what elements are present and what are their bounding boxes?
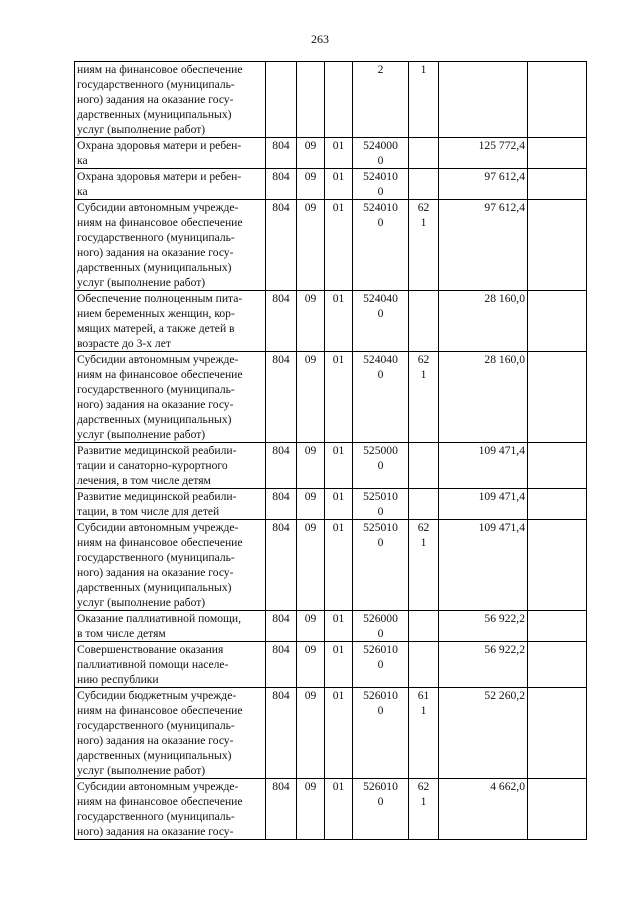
subsection-code-cell: 01 bbox=[325, 443, 353, 489]
subsection-code-cell: 01 bbox=[325, 352, 353, 443]
extra-column-cell bbox=[528, 62, 587, 138]
table-row bbox=[75, 62, 587, 138]
ministry-code-cell: 804 bbox=[266, 291, 297, 352]
extra-column-cell bbox=[528, 611, 587, 642]
target-article-line: 524040 bbox=[363, 353, 398, 366]
extra-column-cell bbox=[528, 200, 587, 291]
target-article-line: 526000 bbox=[363, 612, 398, 625]
target-article-line: 525010 bbox=[363, 521, 398, 534]
expense-kind-line: 62 bbox=[417, 521, 430, 534]
expense-name-cell bbox=[75, 200, 266, 291]
expense-kind-line: 62 bbox=[417, 201, 430, 214]
expense-name-line: услуг (выполнение работ) bbox=[77, 428, 206, 441]
page-number: 263 bbox=[311, 32, 329, 46]
extra-column-cell bbox=[528, 352, 587, 443]
extra-column-cell bbox=[528, 138, 587, 169]
amount-cell: 56 922,2 bbox=[439, 642, 528, 688]
subsection-code-cell: 01 bbox=[325, 138, 353, 169]
expense-kind-line: 1 bbox=[420, 368, 427, 381]
amount-cell: 28 160,0 bbox=[439, 352, 528, 443]
section-code-cell: 09 bbox=[297, 779, 325, 840]
expense-name-line: нию республики bbox=[77, 673, 159, 686]
target-article-line: 0 bbox=[377, 459, 384, 472]
expense-kind-cell bbox=[409, 62, 439, 138]
target-article-line: 524040 bbox=[363, 292, 398, 305]
expense-kind-cell bbox=[409, 611, 439, 642]
ministry-code-cell bbox=[266, 62, 297, 138]
expense-name-line: Обеспечение полноценным пита- bbox=[77, 292, 243, 305]
table-body bbox=[75, 62, 587, 840]
expense-kind-line: 1 bbox=[420, 216, 427, 229]
expense-name-line: ниям на финансовое обеспечение bbox=[77, 704, 243, 717]
ministry-code-cell: 804 bbox=[266, 169, 297, 200]
expense-kind-cell bbox=[409, 352, 439, 443]
expense-kind-cell bbox=[409, 138, 439, 169]
expense-name-line: Охрана здоровья матери и ребен- bbox=[77, 170, 242, 183]
section-code-cell: 09 bbox=[297, 138, 325, 169]
expense-kind-line: 1 bbox=[420, 795, 427, 808]
ministry-code-cell: 804 bbox=[266, 352, 297, 443]
target-article-cell bbox=[353, 200, 409, 291]
table-row bbox=[75, 489, 587, 520]
expense-name-line: Субсидии бюджетным учрежде- bbox=[77, 689, 237, 702]
expense-name-line: Субсидии автономным учрежде- bbox=[77, 780, 239, 793]
target-article-line: 526010 bbox=[363, 689, 398, 702]
ministry-code-cell: 804 bbox=[266, 200, 297, 291]
expense-kind-line: 1 bbox=[420, 536, 427, 549]
expense-name-line: дарственных (муниципальных) bbox=[77, 261, 232, 274]
table-row bbox=[75, 642, 587, 688]
extra-column-cell bbox=[528, 443, 587, 489]
target-article-cell bbox=[353, 520, 409, 611]
expense-name-line: государственного (муниципаль- bbox=[77, 719, 235, 732]
expense-name-cell bbox=[75, 352, 266, 443]
expense-name-cell bbox=[75, 779, 266, 840]
extra-column-cell bbox=[528, 489, 587, 520]
section-code-cell: 09 bbox=[297, 642, 325, 688]
amount-cell: 97 612,4 bbox=[439, 200, 528, 291]
amount-cell: 52 260,2 bbox=[439, 688, 528, 779]
subsection-code-cell: 01 bbox=[325, 489, 353, 520]
expense-kind-cell bbox=[409, 642, 439, 688]
target-article-cell bbox=[353, 642, 409, 688]
target-article-line: 525010 bbox=[363, 490, 398, 503]
extra-column-cell bbox=[528, 688, 587, 779]
expense-name-line: Субсидии автономным учрежде- bbox=[77, 521, 239, 534]
expense-name-line: дарственных (муниципальных) bbox=[77, 413, 232, 426]
target-article-line: 0 bbox=[377, 216, 384, 229]
ministry-code-cell: 804 bbox=[266, 688, 297, 779]
table-row bbox=[75, 611, 587, 642]
expense-name-line: ного) задания на оказание госу- bbox=[77, 734, 234, 747]
expense-name-line: ного) задания на оказание госу- bbox=[77, 398, 234, 411]
expense-kind-cell bbox=[409, 169, 439, 200]
expense-kind-cell bbox=[409, 443, 439, 489]
expense-name-cell bbox=[75, 138, 266, 169]
extra-column-cell bbox=[528, 520, 587, 611]
expense-name-line: государственного (муниципаль- bbox=[77, 383, 235, 396]
expense-name-cell bbox=[75, 642, 266, 688]
target-article-cell bbox=[353, 779, 409, 840]
expense-kind-cell bbox=[409, 688, 439, 779]
expense-name-line: дарственных (муниципальных) bbox=[77, 108, 232, 121]
expense-name-line: тации и санаторно-курортного bbox=[77, 459, 228, 472]
amount-cell: 109 471,4 bbox=[439, 520, 528, 611]
subsection-code-cell: 01 bbox=[325, 169, 353, 200]
ministry-code-cell: 804 bbox=[266, 779, 297, 840]
amount-cell: 56 922,2 bbox=[439, 611, 528, 642]
ministry-code-cell: 804 bbox=[266, 520, 297, 611]
expense-name-cell bbox=[75, 62, 266, 138]
expense-name-line: Совершенствование оказания bbox=[77, 643, 224, 656]
subsection-code-cell: 01 bbox=[325, 200, 353, 291]
section-code-cell: 09 bbox=[297, 291, 325, 352]
subsection-code-cell: 01 bbox=[325, 611, 353, 642]
extra-column-cell bbox=[528, 779, 587, 840]
expense-kind-line: 1 bbox=[420, 63, 427, 76]
table-row bbox=[75, 443, 587, 489]
expense-name-line: Развитие медицинской реабили- bbox=[77, 444, 237, 457]
expense-name-line: услуг (выполнение работ) bbox=[77, 596, 206, 609]
expense-name-line: ниям на финансовое обеспечение bbox=[77, 536, 243, 549]
table-row bbox=[75, 688, 587, 779]
expense-kind-cell bbox=[409, 779, 439, 840]
ministry-code-cell: 804 bbox=[266, 642, 297, 688]
expense-name-line: государственного (муниципаль- bbox=[77, 551, 235, 564]
expense-name-cell bbox=[75, 688, 266, 779]
target-article-line: 2 bbox=[377, 63, 384, 76]
expense-name-line: нием беременных женщин, кор- bbox=[77, 307, 235, 320]
expense-name-line: дарственных (муниципальных) bbox=[77, 581, 232, 594]
expense-kind-cell bbox=[409, 291, 439, 352]
ministry-code-cell: 804 bbox=[266, 489, 297, 520]
table-row bbox=[75, 169, 587, 200]
target-article-line: 0 bbox=[377, 627, 384, 640]
expense-kind-line: 62 bbox=[417, 353, 430, 366]
table-row bbox=[75, 352, 587, 443]
amount-cell: 97 612,4 bbox=[439, 169, 528, 200]
expense-name-line: услуг (выполнение работ) bbox=[77, 123, 206, 136]
expense-name-cell bbox=[75, 443, 266, 489]
amount-cell: 109 471,4 bbox=[439, 489, 528, 520]
target-article-line: 524010 bbox=[363, 201, 398, 214]
target-article-cell bbox=[353, 291, 409, 352]
section-code-cell: 09 bbox=[297, 169, 325, 200]
section-code-cell: 09 bbox=[297, 611, 325, 642]
expense-name-line: Развитие медицинской реабили- bbox=[77, 490, 237, 503]
expense-name-line: ка bbox=[77, 154, 88, 167]
expense-name-line: ниям на финансовое обеспечение bbox=[77, 216, 243, 229]
expense-name-line: Охрана здоровья матери и ребен- bbox=[77, 139, 242, 152]
subsection-code-cell bbox=[325, 62, 353, 138]
subsection-code-cell: 01 bbox=[325, 779, 353, 840]
expense-name-line: дарственных (муниципальных) bbox=[77, 749, 232, 762]
table-row bbox=[75, 291, 587, 352]
table-row bbox=[75, 138, 587, 169]
target-article-line: 0 bbox=[377, 795, 384, 808]
budget-table bbox=[74, 61, 587, 840]
target-article-line: 0 bbox=[377, 307, 384, 320]
expense-name-line: Оказание паллиативной помощи, bbox=[77, 612, 242, 625]
expense-name-cell bbox=[75, 489, 266, 520]
table-row bbox=[75, 779, 587, 840]
section-code-cell: 09 bbox=[297, 352, 325, 443]
extra-column-cell bbox=[528, 642, 587, 688]
expense-name-line: ного) задания на оказание госу- bbox=[77, 566, 234, 579]
table-row bbox=[75, 200, 587, 291]
expense-name-line: ниям на финансовое обеспечение bbox=[77, 368, 243, 381]
target-article-line: 524010 bbox=[363, 170, 398, 183]
target-article-line: 525000 bbox=[363, 444, 398, 457]
ministry-code-cell: 804 bbox=[266, 138, 297, 169]
section-code-cell: 09 bbox=[297, 489, 325, 520]
section-code-cell: 09 bbox=[297, 443, 325, 489]
section-code-cell: 09 bbox=[297, 520, 325, 611]
expense-name-cell bbox=[75, 169, 266, 200]
target-article-cell bbox=[353, 62, 409, 138]
expense-name-line: услуг (выполнение работ) bbox=[77, 276, 206, 289]
expense-name-cell bbox=[75, 520, 266, 611]
subsection-code-cell: 01 bbox=[325, 520, 353, 611]
ministry-code-cell: 804 bbox=[266, 443, 297, 489]
extra-column-cell bbox=[528, 169, 587, 200]
expense-name-line: ного) задания на оказание госу- bbox=[77, 246, 234, 259]
section-code-cell bbox=[297, 62, 325, 138]
target-article-cell bbox=[353, 611, 409, 642]
expense-name-line: возрасте до 3-х лет bbox=[77, 337, 171, 350]
target-article-line: 526010 bbox=[363, 780, 398, 793]
expense-kind-cell bbox=[409, 200, 439, 291]
target-article-cell bbox=[353, 169, 409, 200]
expense-name-line: тации, в том числе для детей bbox=[77, 505, 220, 518]
amount-cell: 4 662,0 bbox=[439, 779, 528, 840]
section-code-cell: 09 bbox=[297, 688, 325, 779]
expense-name-line: в том числе детям bbox=[77, 627, 166, 640]
target-article-cell bbox=[353, 138, 409, 169]
expense-name-line: государственного (муниципаль- bbox=[77, 231, 235, 244]
ministry-code-cell: 804 bbox=[266, 611, 297, 642]
subsection-code-cell: 01 bbox=[325, 642, 353, 688]
subsection-code-cell: 01 bbox=[325, 291, 353, 352]
expense-name-cell bbox=[75, 291, 266, 352]
expense-name-line: паллиативной помощи населе- bbox=[77, 658, 229, 671]
extra-column-cell bbox=[528, 291, 587, 352]
expense-name-line: ного) задания на оказание госу- bbox=[77, 93, 234, 106]
expense-kind-line: 62 bbox=[417, 780, 430, 793]
expense-name-line: Субсидии автономным учрежде- bbox=[77, 353, 239, 366]
amount-cell bbox=[439, 62, 528, 138]
expense-kind-cell bbox=[409, 520, 439, 611]
target-article-line: 0 bbox=[377, 536, 384, 549]
target-article-cell bbox=[353, 688, 409, 779]
subsection-code-cell: 01 bbox=[325, 688, 353, 779]
expense-kind-cell bbox=[409, 489, 439, 520]
expense-kind-line: 61 bbox=[417, 689, 430, 702]
expense-name-line: лечения, в том числе детям bbox=[77, 474, 211, 487]
target-article-line: 524000 bbox=[363, 139, 398, 152]
expense-name-line: ниям на финансовое обеспечение bbox=[77, 795, 243, 808]
amount-cell: 28 160,0 bbox=[439, 291, 528, 352]
expense-name-line: ниям на финансовое обеспечение bbox=[77, 63, 243, 76]
expense-name-line: ка bbox=[77, 185, 88, 198]
expense-kind-line: 1 bbox=[420, 704, 427, 717]
section-code-cell: 09 bbox=[297, 200, 325, 291]
target-article-line: 0 bbox=[377, 154, 384, 167]
expense-name-line: государственного (муниципаль- bbox=[77, 78, 235, 91]
table-row bbox=[75, 520, 587, 611]
target-article-line: 526010 bbox=[363, 643, 398, 656]
amount-cell: 125 772,4 bbox=[439, 138, 528, 169]
target-article-line: 0 bbox=[377, 368, 384, 381]
target-article-line: 0 bbox=[377, 704, 384, 717]
expense-name-line: услуг (выполнение работ) bbox=[77, 764, 206, 777]
target-article-line: 0 bbox=[377, 658, 384, 671]
expense-name-line: ного) задания на оказание госу- bbox=[77, 825, 234, 838]
expense-name-line: государственного (муниципаль- bbox=[77, 810, 235, 823]
expense-name-line: Субсидии автономным учрежде- bbox=[77, 201, 239, 214]
target-article-cell bbox=[353, 352, 409, 443]
amount-cell: 109 471,4 bbox=[439, 443, 528, 489]
target-article-cell bbox=[353, 489, 409, 520]
target-article-cell bbox=[353, 443, 409, 489]
expense-name-line: мящих матерей, а также детей в bbox=[77, 322, 235, 335]
expense-name-cell bbox=[75, 611, 266, 642]
target-article-line: 0 bbox=[377, 185, 384, 198]
target-article-line: 0 bbox=[377, 505, 384, 518]
